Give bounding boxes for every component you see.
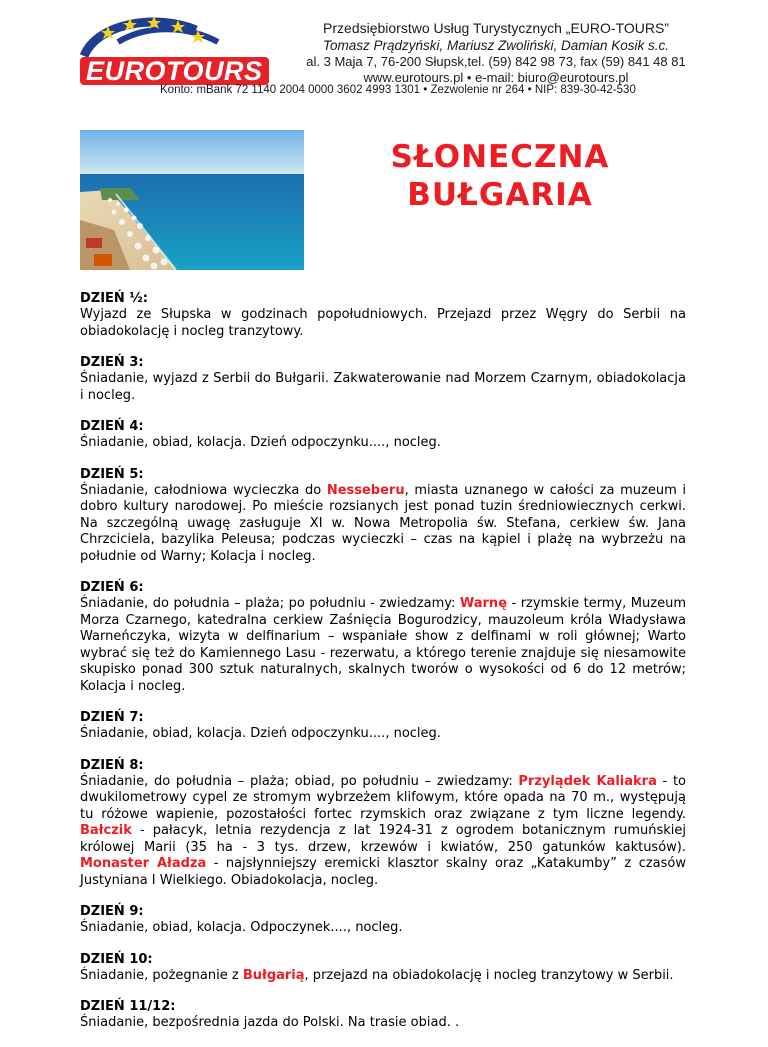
text-part: - to dwukilometrowy cypel ze stromym wybrzeżem klifowym, które opada na 70 m., występują tu różowe wapienie, pozostałości fortec rzymskich oraz związane z tym liczne legendy. — [80, 773, 686, 822]
day-heading: DZIEŃ 4: — [80, 419, 144, 434]
day-heading: DZIEŃ 11/12: — [80, 999, 176, 1014]
beach-image — [80, 130, 304, 270]
eurotours-logo — [78, 12, 278, 92]
day-heading: DZIEŃ 5: — [80, 466, 144, 482]
day-text: Śniadanie, wyjazd z Serbii do Bułgarii. Zakwaterowanie nad Morzem Czarnym, obiadokolacja i nocleg. — [80, 371, 686, 403]
highlight-place: Bałczik — [80, 823, 132, 838]
bullet-icon: • — [466, 70, 476, 85]
logo-euro: EURO — [86, 56, 167, 86]
highlight-place: Przylądek Kaliakra — [518, 773, 657, 789]
day-heading: DZIEŃ 6: — [80, 580, 144, 595]
day-section — [80, 291, 686, 340]
day-section — [80, 952, 686, 985]
itinerary — [80, 291, 686, 1047]
letterhead — [0, 0, 768, 110]
day-heading: DZIEŃ 10: — [80, 951, 153, 967]
beach-photo — [80, 130, 304, 270]
text-part: Śniadanie, pożegnanie z — [80, 967, 243, 983]
text-part: , miasta uznanego w całości za muzeum i dobro kultury narodowej. Po mieście rozsianych jest ponad tuzin średniowiecznych cerkwi. Na szczególną uwagę zasługuje XI w. Nowa Metropolia św. Stefana, cerkiew św. Jana Chrzciciela, bazylika Peleusa; podczas wycieczki – czas na kąpiel i plażę na wybrzeżu na południe od Warny; Kolacja i nocleg. — [80, 482, 686, 564]
text-part: Śniadanie, całodniowa wycieczka do — [80, 482, 327, 498]
company-info — [296, 20, 696, 86]
day-section — [80, 758, 686, 890]
day-text — [80, 968, 686, 985]
text-part: , przejazd na obiadokolację i nocleg tranzytowy w Serbii. — [304, 967, 674, 983]
text-part: - pałacyk, letnia rezydencja z lat 1924-31 z ogrodem botanicznym rumuńskiej królowej Marii (35 ha - 3 tys. drzew, krzewów i kwiatów, 250 gatunków kaktusów). — [80, 823, 686, 855]
day-text: Śniadanie, obiad, kolacja. Odpoczynek...., nocleg. — [80, 920, 403, 935]
logo-wordmark — [80, 57, 269, 85]
day-section — [80, 467, 686, 566]
day-heading: DZIEŃ 7: — [80, 710, 144, 725]
day-section — [80, 904, 686, 937]
day-heading: DZIEŃ 3: — [80, 355, 144, 370]
company-address: al. 3 Maja 7, 76-200 Słupsk,tel. (59) 842 98 73, fax (59) 841 48 81 — [306, 54, 686, 69]
text-part: - rzymskie termy, Muzeum Morza Czarnego, katedralna cerkiew Zaśnięcia Bogurodzicy, mauzoleum króla Władysława Warneńczyka, wizyta w delfinarium – wspaniałe show z delfinami w roli głównej; Warto wybrać się też do Kamiennego Lasu - rezerwatu, a którego terenie znajduje się niesamowite skupisko ponad 300 sztuk naturalnych, skalnych tworów o wysokości od 6 do 12 metrów; Kolacja i nocleg. — [80, 596, 686, 694]
text-part: - najsłynniejszy eremicki klasztor skalny oraz „Katakumby” z czasów Justyniana I Wielkiego. Obiadokolacja, nocleg. — [80, 856, 686, 888]
day-section — [80, 710, 686, 743]
day-text: Wyjazd ze Słupska w godzinach popołudniowych. Przejazd przez Węgry do Serbii na obiadokolację i nocleg tranzytowy. — [80, 307, 686, 339]
page-title — [360, 138, 640, 214]
title-line-2: BUŁGARIA — [407, 177, 593, 213]
day-heading: DZIEŃ 9: — [80, 904, 144, 919]
day-text: Śniadanie, obiad, kolacja. Dzień odpoczynku...., nocleg. — [80, 726, 441, 741]
day-text — [80, 774, 686, 890]
day-text — [80, 483, 686, 566]
website-link[interactable]: www.eurotours.pl — [363, 70, 464, 85]
text-part: Śniadanie, do południa – plaża; po południu - zwiedzamy: — [80, 596, 460, 611]
company-owners: Tomasz Prądzyński, Mariusz Zwoliński, Damian Kosik s.c. — [322, 38, 670, 53]
highlight-place: Bułgarią — [242, 967, 305, 983]
company-name: Przedsiębiorstwo Usług Turystycznych „EURO-TOURS” — [323, 20, 669, 36]
day-heading: DZIEŃ ½: — [80, 291, 148, 306]
day-section — [80, 999, 686, 1032]
logo-tours: TOURS — [166, 56, 263, 86]
highlight-place: Nesseberu — [326, 482, 405, 498]
day-section — [80, 580, 686, 695]
highlight-place: Warnę — [459, 596, 508, 611]
day-text: Śniadanie, bezpośrednia jazda do Polski. Na trasie obiad. . — [80, 1015, 460, 1030]
highlight-place: Monaster Aładza — [80, 856, 207, 871]
title-line-1: SŁONECZNA — [390, 139, 610, 175]
email-link[interactable]: e-mail: biuro@eurotours.pl — [475, 70, 629, 85]
day-text: Śniadanie, obiad, kolacja. Dzień odpoczynku...., nocleg. — [80, 435, 441, 450]
day-text — [80, 596, 686, 695]
text-part: Śniadanie, do południa – plaża; obiad, po południu – zwiedzamy: — [80, 773, 519, 789]
day-heading: DZIEŃ 8: — [80, 757, 144, 773]
day-section — [80, 419, 686, 452]
bank-info: Konto: mBank 72 1140 2004 0000 3602 4993 1301 • Zezwolenie nr 264 • NIP: 839-30-42-530 — [160, 84, 636, 96]
day-section — [80, 355, 686, 404]
